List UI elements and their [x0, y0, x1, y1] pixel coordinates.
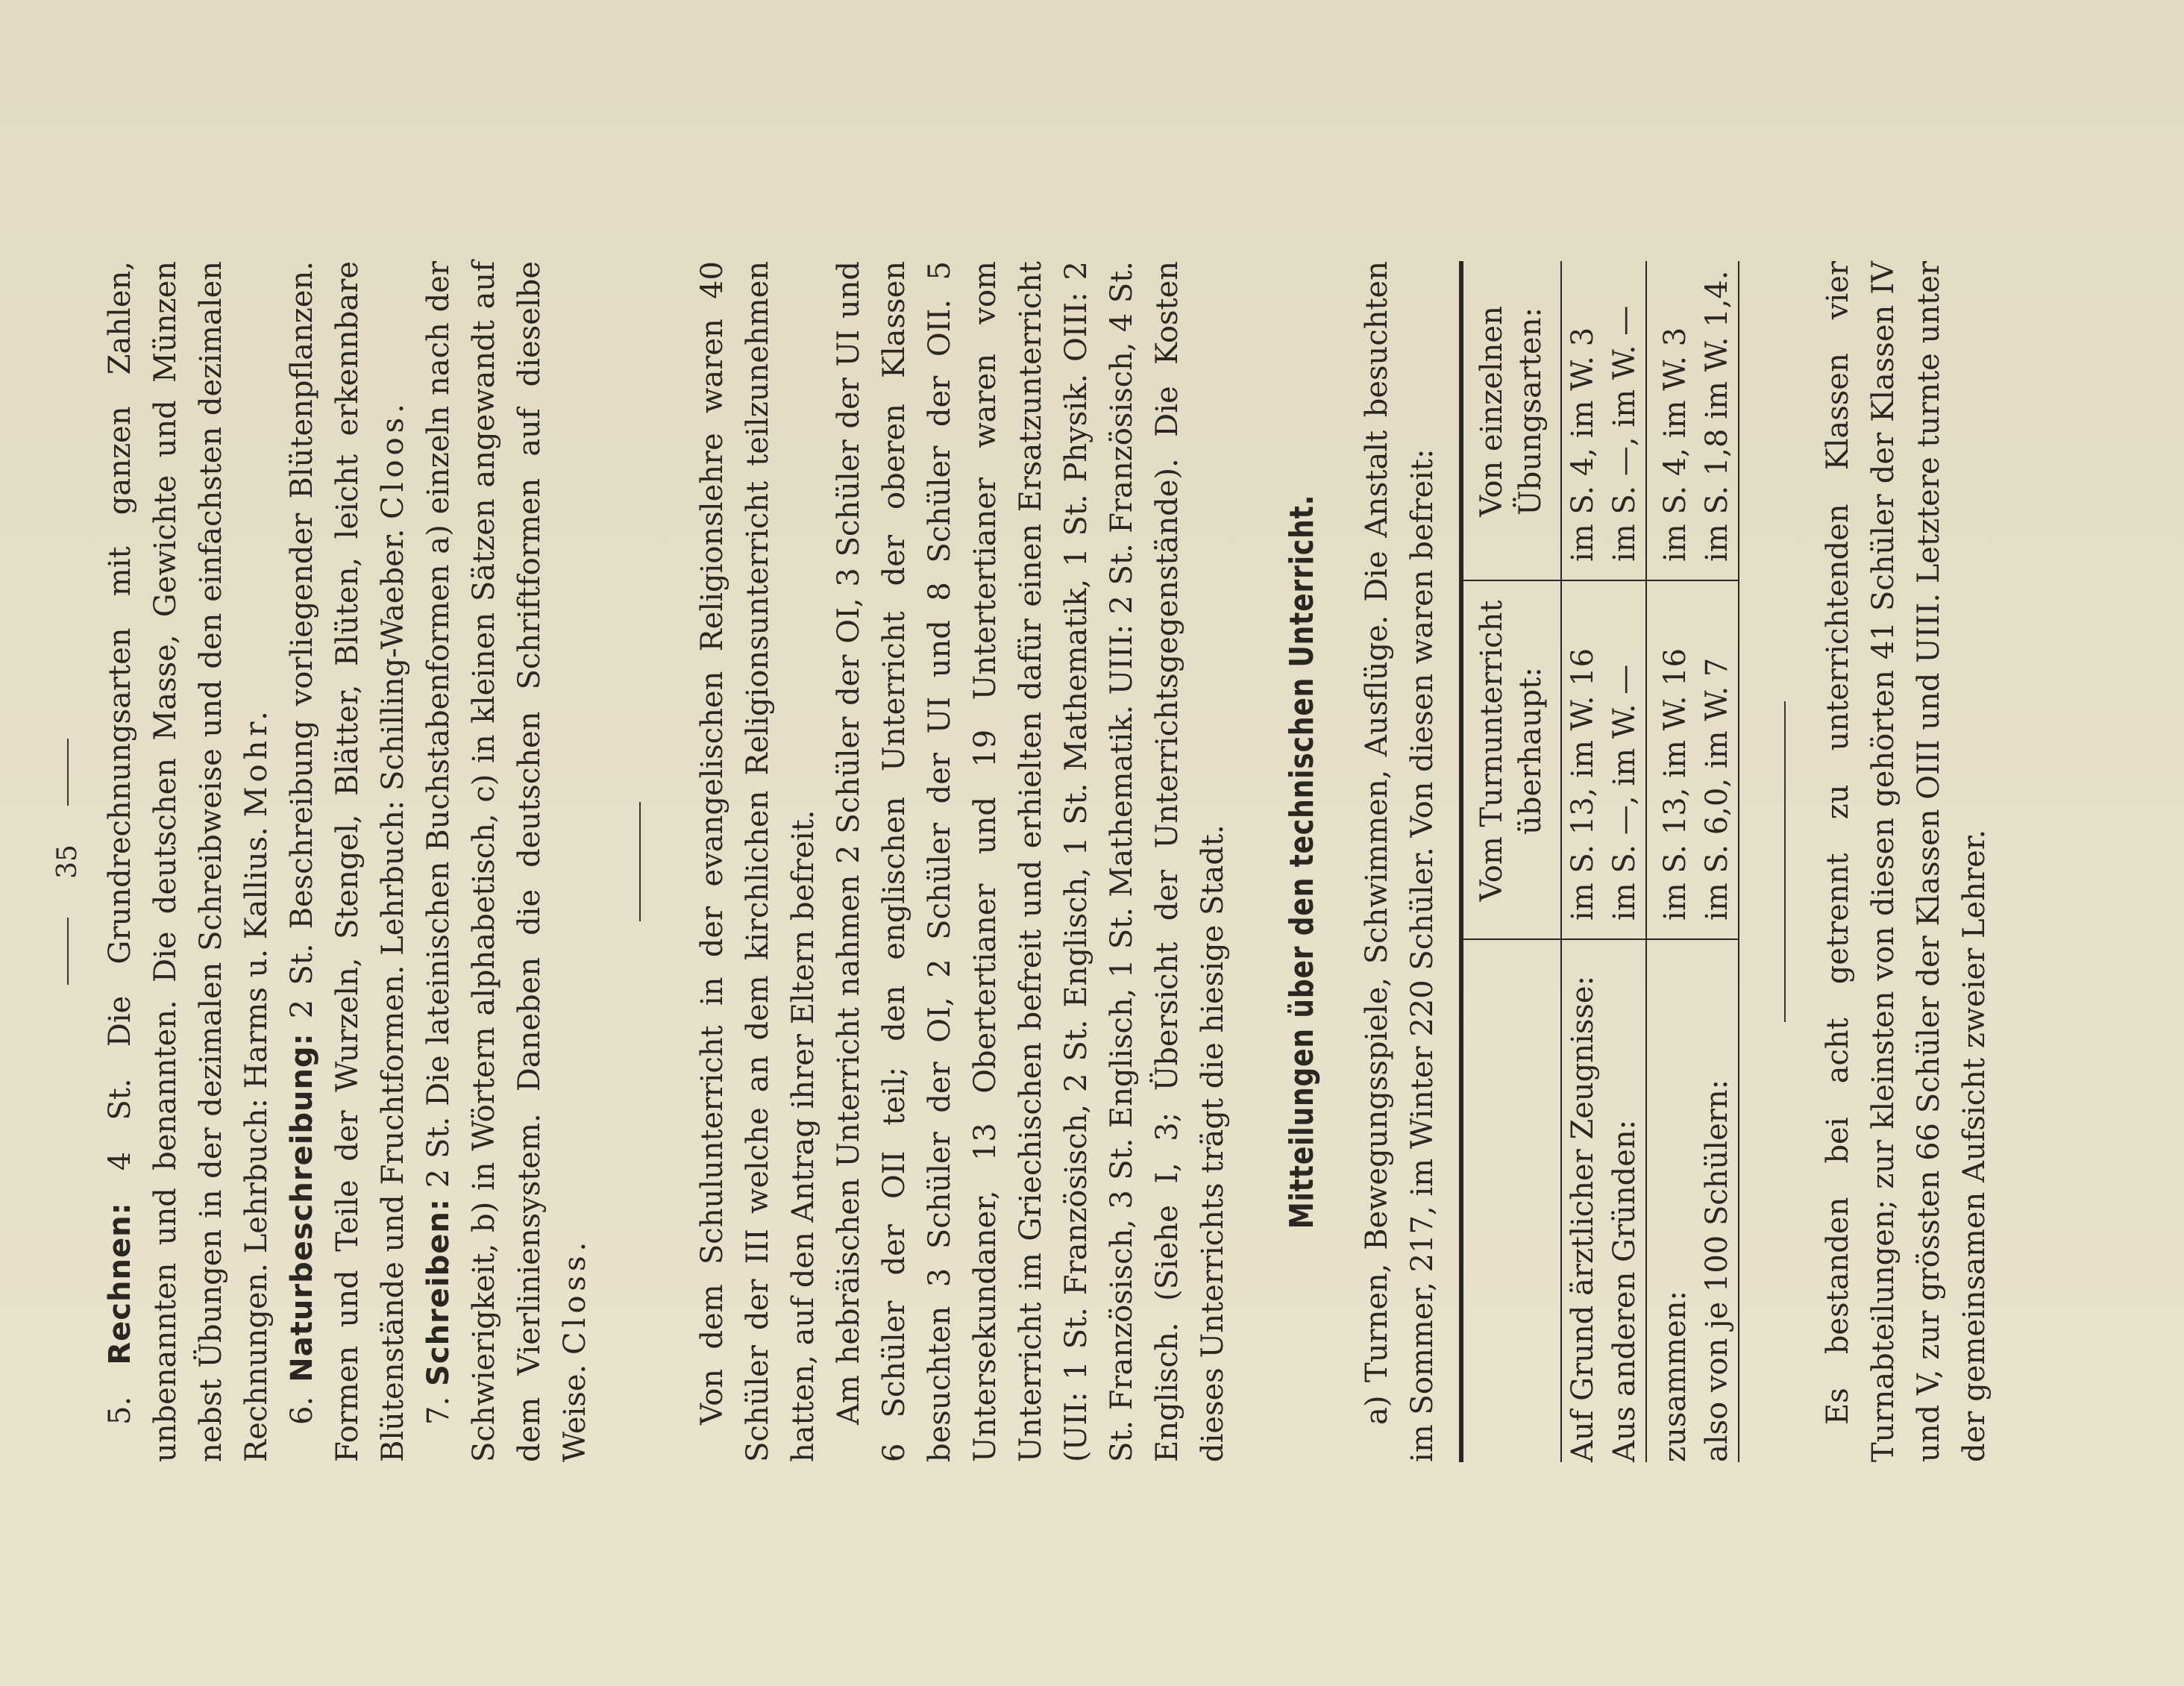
table-header-empty	[1461, 939, 1561, 1462]
page-number: 35	[45, 261, 90, 1462]
religion-paragraph: Von dem Schulunterricht in der evangelischen Religionslehre waren 40 Schüler der III welche an dem kirchlichen Religionsunterricht teilzunehmen hatten, auf den Antrag ihrer Eltern befreit.	[695, 261, 820, 1462]
divider	[1784, 701, 1786, 1022]
item-heading: Rechnen:	[103, 1202, 137, 1365]
divider	[639, 802, 641, 921]
table-row: Auf Grund ärztlicher Zeugnisse: im S. 13, im W. 16 im S. 4, im W. 3	[1561, 261, 1604, 1462]
closing-paragraph: Es bestanden bei acht getrennt zu unterrichtenden Klassen vier Turnabteilungen; zur kleinsten von diesen gehörten 41 Schüler der Klassen IV und V, zur grössten 66 Schüler der Klassen OIII und UIII. Letztere turnte unter der gemeinsamen Aufsicht zweier Lehrer.	[1821, 261, 1992, 1462]
item-heading: Schreiben:	[421, 1198, 456, 1386]
item-heading: Naturbeschreibung:	[285, 1032, 319, 1382]
table-row: also von je 100 Schülern: im S. 6,0, im W. 7 im S. 1,8 im W. 1,4.	[1696, 261, 1739, 1462]
turnen-intro: a) Turnen, Bewegungsspiele, Schwimmen, Ausflüge. Die Anstalt besuchten im Sommer, 217, im Winter 220 Schüler. Von diesen waren befreit:	[1360, 261, 1440, 1462]
table-row: zusammen: im S. 13, im W. 16 im S. 4, im W. 3	[1646, 261, 1696, 1462]
item-rechnen: 5. Rechnen: 4 St. Die Grundrechnungsarten mit ganzen Zahlen, unbenannten und benannten. Die deutschen Masse, Gewichte und Münzen nebst Übungen in der dezimalen Schreibweise und den einfachsten dezimalen Rechnungen. Lehrbuch: Harms u. Kallius. Mohr.	[103, 261, 274, 1462]
item-schreiben: 7. Schreiben: 2 St. Die lateinischen Buchstabenformen a) einzeln nach der Schwierigkeit, b) in Wörtern alphabetisch, c) in kleinen Sätzen angewandt auf dem Vierliniensystem. Daneben die deutschen Schriftformen auf dieselbe Weise. Closs.	[421, 261, 592, 1462]
section-title: Mitteilungen über den technischen Unterricht.	[1283, 494, 1321, 1229]
exemption-table	[1459, 261, 1739, 1462]
table-row: Aus anderen Gründen: im S. —, im W. — im S. —, im W. —	[1604, 261, 1646, 1462]
page-content	[45, 261, 1998, 1462]
item-naturbeschreibung: 6. Naturbeschreibung: 2 St. Beschreibung vorliegender Blütenpflanzen. Formen und Teile der Wurzeln, Stengel, Blätter, Blüten, leicht erkennbare Blütenstände und Fruchtformen. Lehrbuch: Schilling-Waeber. Cloos.	[285, 261, 410, 1462]
table-header-uebungsarten: Von einzelnen Übungsarten:	[1461, 261, 1561, 580]
language-paragraph: Am hebräischen Unterricht nahmen 2 Schüler der OI, 3 Schüler der UI und 6 Schüler der OII teil; den englischen Unterricht der oberen Klassen besuchten 3 Schüler der OI, 2 Schüler der UI und 8 Schüler der OII. 5 Untersekundaner, 13 Obertertianer und 19 Untertertianer waren vom Unterricht im Griechischen befreit und erhielten dafür einen Ersatzunterricht (UII: 1 St. Französisch, 2 St. Englisch, 1 St. Mathematik, 1 St. Physik. OIII: 2 St. Französisch, 3 St. Englisch, 1 St. Mathematik. UIII: 2 St. Französisch, 4 St. Englisch. (Siehe I, 3; Übersicht der Unterrichtsgegenstände). Die Kosten dieses Unterrichts trägt die hiesige Stadt.	[832, 261, 1230, 1462]
table-header-turnunterricht: Vom Turnunterricht überhaupt:	[1461, 580, 1561, 939]
